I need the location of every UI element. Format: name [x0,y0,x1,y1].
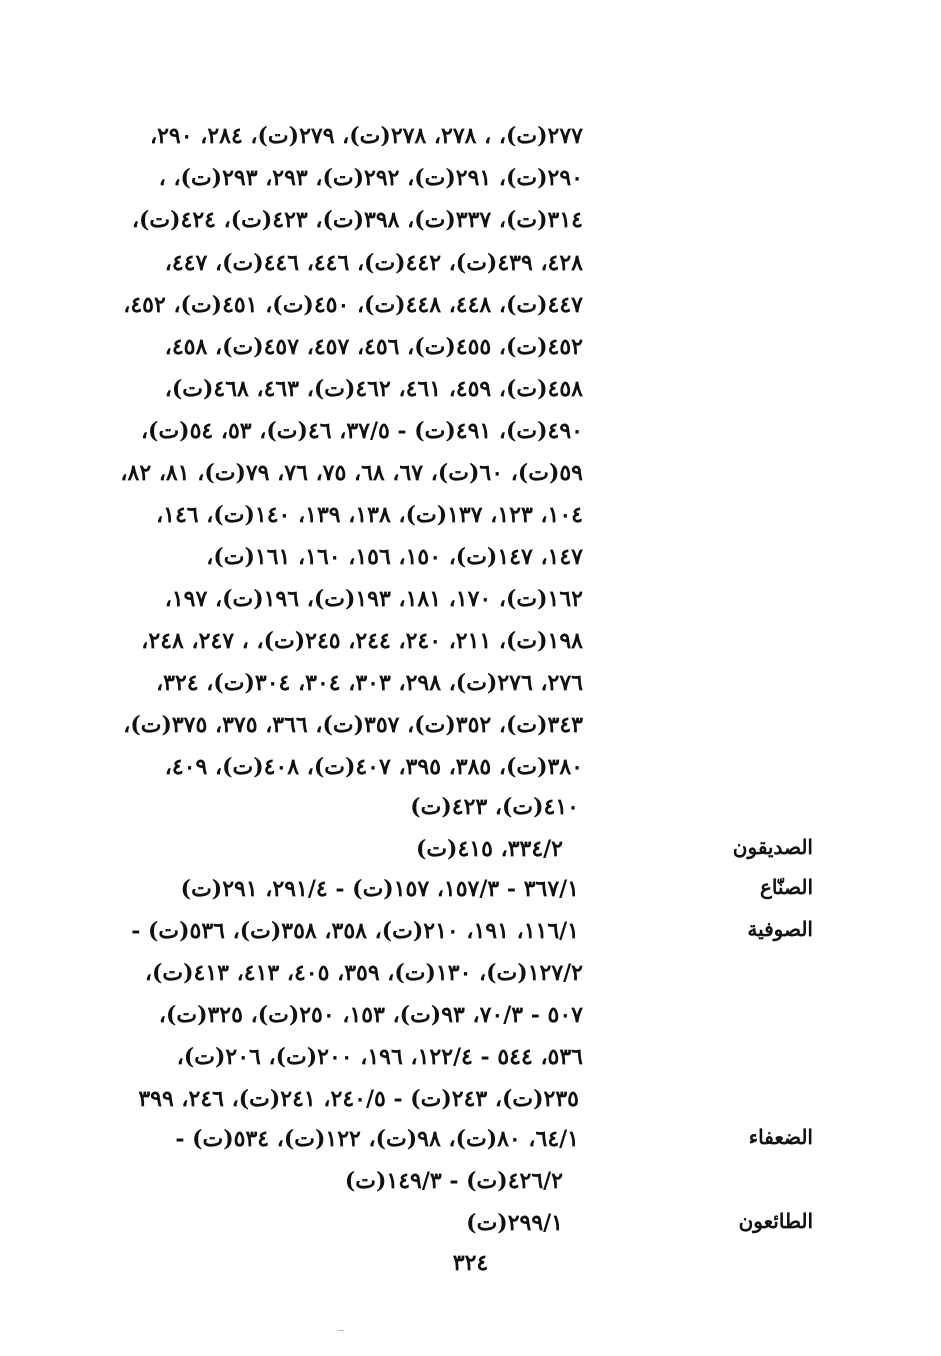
entry-refs: ١١٦/١، ١٩١، ٢١٠(ت)، ٣٥٨، ٣٥٨(ت)، ٥٣٦(ت) - [131,918,579,944]
index-line: ١٤٧، ١٤٧(ت)، ١٥٠، ١٥٦، ١٦٠، ١٦١(ت)، [206,544,583,570]
index-line: ١٦٢(ت)، ١٧٠، ١٨١، ١٩٣(ت)، ١٩٦(ت)، ١٩٧، [164,586,583,612]
index-line: ٣٨٠(ت)، ٣٨٥، ٣٩٥، ٤٠٧(ت)، ٤٠٨(ت)، ٤٠٩، [164,754,583,780]
entry-refs: ٤٢٦/٢(ت) - ١٤٩/٣(ت) [344,1168,563,1194]
entry-term: الطائعون [738,1209,813,1233]
index-line: ١٠٤، ١٢٣، ١٣٧(ت)، ١٣٨، ١٣٩، ١٤٠(ت)، ١٤٦، [156,502,583,528]
index-line: ٢٩٠(ت)، ٢٩١(ت)، ٢٩٢(ت)، ٢٩٣، ٢٩٣(ت)، ، [158,165,583,191]
index-line: ١٩٨(ت)، ٢١١، ٢٤٠، ٢٤٤، ٢٤٥(ت)، ، ٢٤٧، ٢٤٨، [141,628,583,654]
scan-speck [338,1330,344,1331]
entry-term: الصوفية [747,917,813,941]
entry-term: الضعفاء [748,1125,813,1149]
entry-refs: ٣٣٤/٢، ٤١٥(ت) [415,836,563,862]
entry-refs: ١٢٧/٢(ت)، ١٣٠(ت)، ٣٥٩، ٤٠٥، ٤١٣، ٤١٣(ت)، [144,960,583,986]
index-line: ٢٧٦، ٢٧٦(ت)، ٢٩٨، ٣٠٣، ٣٠٤، ٣٠٤(ت)، ٣٢٤، [156,670,583,696]
entry-refs: ٥٣٦، ٥٤٤ - ١٢٢/٤، ١٩٦، ٢٠٠(ت)، ٢٠٦(ت)، [176,1044,583,1070]
entry-refs: ٢٩٩/١(ت) [466,1210,563,1236]
index-line: ٤٥٨(ت)، ٤٥٩، ٤٦١، ٤٦٢(ت)، ٤٦٣، ٤٦٨(ت)، [164,376,583,402]
entry-refs: ٣٦٧/١ - ١٥٧/٣، ١٥٧(ت) - ٢٩١/٤، ٢٩١(ت) [180,876,579,902]
page-number: ٣٢٤ [452,1250,489,1276]
index-line: ٣٤٣(ت)، ٣٥٢(ت)، ٣٥٧(ت)، ٣٦٦، ٣٧٥، ٣٧٥(ت)، [123,712,583,738]
entry-term: الصديقون [732,835,813,859]
entry-refs: ٢٣٥(ت)، ٢٤٣(ت) - ٢٤٠/٥، ٢٤١(ت)، ٢٤٦، ٣٩٩ [138,1086,579,1112]
entry-refs: ٥٠٧ - ٧٠/٣، ٩٣(ت)، ١٥٣، ٢٥٠(ت)، ٣٢٥(ت)، [158,1002,583,1028]
index-line: ٤٢٨، ٤٣٩(ت)، ٤٤٢(ت)، ٤٤٦، ٤٤٦(ت)، ٤٤٧، [164,250,583,276]
index-line: ٤٩٠(ت)، ٤٩١(ت) - ٣٧/٥، ٤٦(ت)، ٥٣، ٥٤(ت)، [140,418,583,444]
index-line: ٤٥٢(ت)، ٤٥٥(ت)، ٤٥٦، ٤٥٧، ٤٥٧(ت)، ٤٥٨، [164,334,583,360]
index-line: ٤٤٧(ت)، ٤٤٨، ٤٤٨(ت)، ٤٥٠(ت)، ٤٥١(ت)، ٤٥٢، [123,292,583,318]
index-line: ٣١٤(ت)، ٣٣٧(ت)، ٣٩٨(ت)، ٤٢٣(ت)، ٤٢٤(ت)، [131,207,583,233]
index-line: ٥٩(ت)، ٦٠(ت)، ٦٧، ٦٨، ٧٥، ٧٦، ٧٩(ت)، ٨١، ٨٢، [120,460,583,486]
entry-refs: ٦٤/١، ٨٠(ت)، ٩٨(ت)، ١٢٢(ت)، ٥٣٤(ت) - [175,1126,579,1152]
index-line: ٢٧٧(ت)، ، ٢٧٨، ٢٧٨(ت)، ٢٧٩(ت)، ٢٨٤، ٢٩٠، [149,123,583,149]
entry-term: الصنّاع [759,875,813,899]
index-line: ٤١٠(ت)، ٤٢٣(ت) [410,794,579,820]
